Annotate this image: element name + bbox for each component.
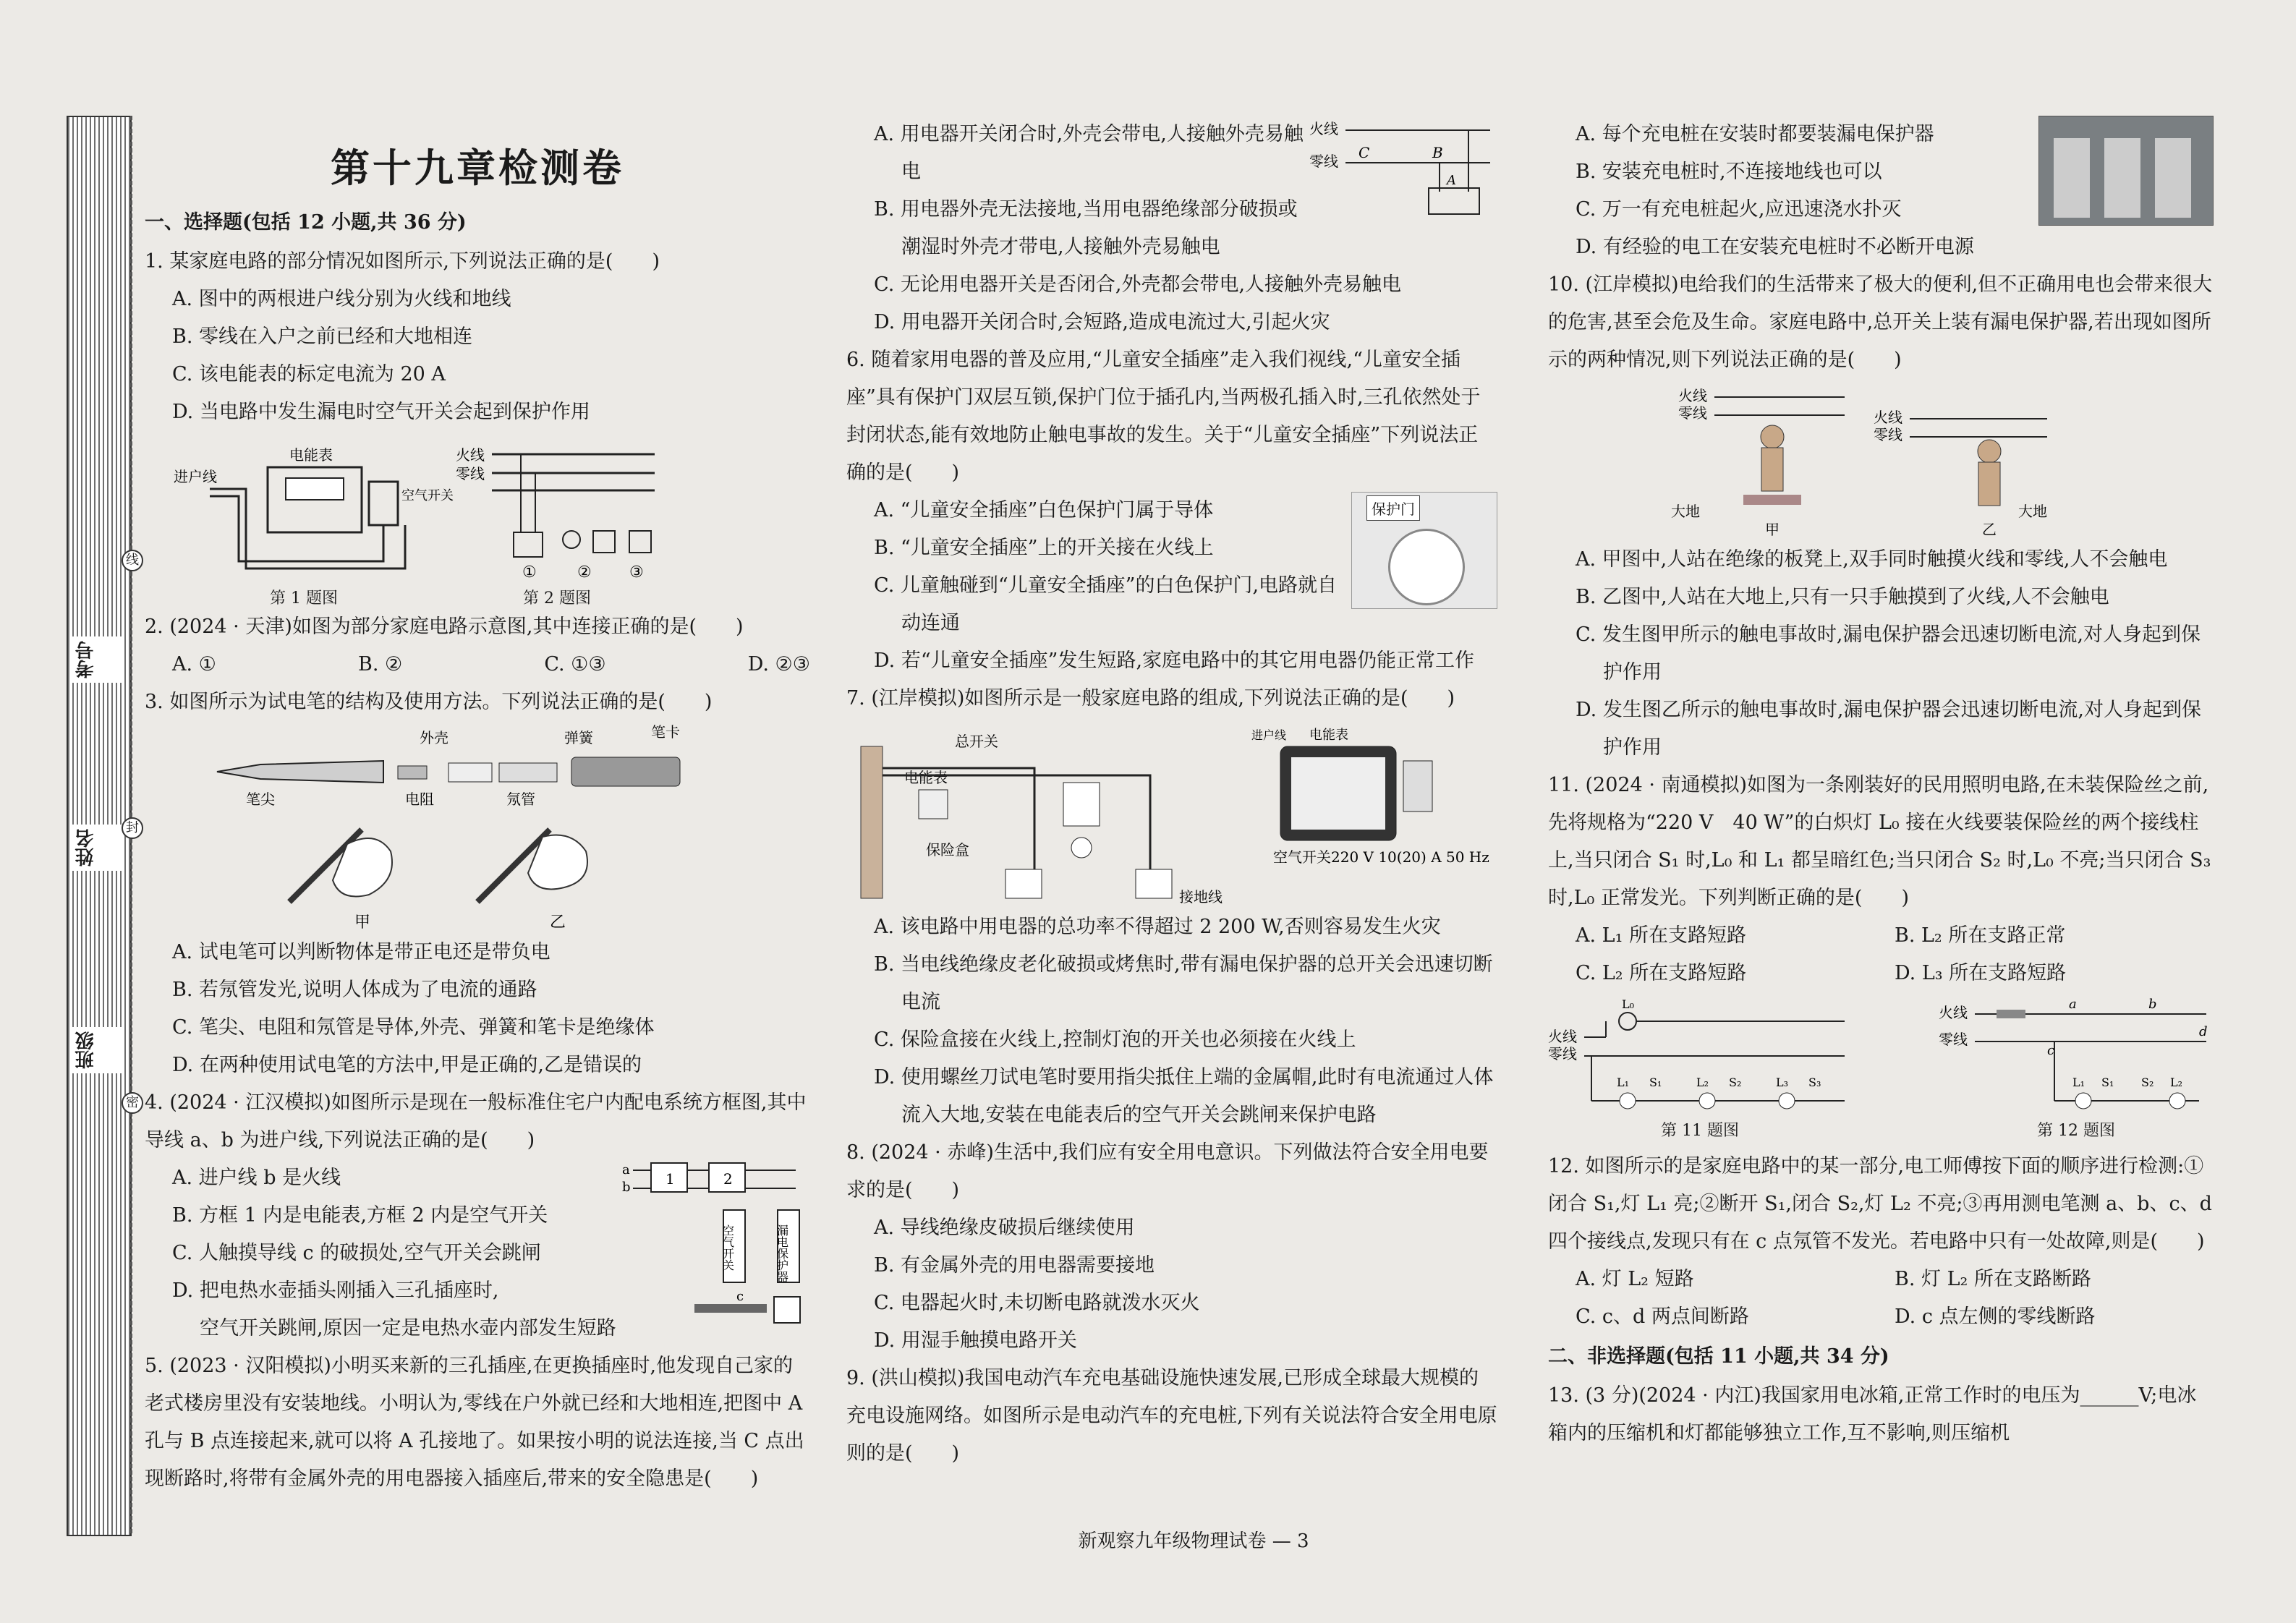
q11-L2: L₂ bbox=[1696, 1075, 1709, 1089]
q10-live-jia: 火线 bbox=[1678, 387, 1707, 404]
q12-d: d bbox=[2199, 1024, 2208, 1039]
fig2-neutral-label: 零线 bbox=[456, 465, 485, 482]
q2-stem: 2. (2024 · 天津)如图为部分家庭电路示意图,其中连接正确的是( ) bbox=[145, 615, 744, 638]
q9-option-b: B. 安装充电桩时,不连接地线也可以 bbox=[1576, 161, 1882, 183]
fig1-caption: 第 1 题图 bbox=[270, 589, 338, 608]
circuit-diagram-2 bbox=[456, 438, 658, 583]
q4-box2: 2 bbox=[723, 1170, 733, 1188]
q13-stem: 13. (3 分)(2024 · 内江)我国家用电冰箱,正常工作时的电压为______V;电冰箱内的压缩机和灯都能够独立工作,互不影响,则压缩机 bbox=[1548, 1384, 2197, 1444]
q11-live: 火线 bbox=[1548, 1028, 1577, 1045]
q11-neutral: 零线 bbox=[1548, 1045, 1577, 1062]
three-hole-socket-diagram bbox=[1309, 116, 1497, 217]
q4-option-d-cont: 空气开关跳闸,原因一定是电热水壶内部发生短路 bbox=[200, 1317, 616, 1339]
household-circuit-figure bbox=[846, 717, 1489, 906]
page-title: 第十九章检测卷 bbox=[331, 145, 624, 191]
q12-S1: S₁ bbox=[2101, 1075, 2114, 1089]
q5-option-a: A. 用电器开关闭合时,外壳会带电,人接触外壳易触电 bbox=[874, 123, 1304, 183]
meter-diagram bbox=[166, 438, 454, 583]
q10-ground-yi: 大地 bbox=[2018, 503, 2047, 520]
q12-stem: 12. 如图所示的是家庭电路中的某一部分,电工师傅按下面的顺序进行检测:①闭合 S₁,灯 L₁ 亮;②断开 S₁,闭合 S₂,灯 L₂ 不亮;③再用测电笔测 a、b、c、d 四个接线点,发现只有在 c 点氖管不发光。若电路中只有一处故障,则是( ) bbox=[1548, 1155, 2212, 1253]
q9-option-a: A. 每个充电桩在安装时都要装漏电保护器 bbox=[1576, 123, 1934, 145]
q10-neutral-yi: 零线 bbox=[1874, 426, 1902, 443]
q4-option-b: B. 方框 1 内是电能表,方框 2 内是空气开关 bbox=[172, 1204, 548, 1227]
q3-neon-label: 氖管 bbox=[506, 791, 535, 808]
q11-option-c: C. L₂ 所在支路短路 bbox=[1576, 962, 1747, 984]
q6-option-c: C. 儿童触碰到“儿童安全插座”的白色保护门,电路就自动连通 bbox=[874, 574, 1338, 634]
seal-mark-mi: 密 bbox=[122, 1092, 143, 1114]
q2-option-a: A. ① bbox=[172, 653, 216, 676]
q5-stem: 5. (2023 · 汉阳模拟)小明买来新的三孔插座,在更换插座时,他发现自己家的老式楼房里没有安装地线。小明认为,零线在户外就已经和大地相连,把图中 A 孔与 B 点连接起来,就可以将 A 孔接地了。如果按小明的说法连接,当 C 点出现断路时,将带有金属外壳的用电器接入插座后,带来的安全隐患是( ) bbox=[145, 1355, 804, 1490]
circuit-diagram-12 bbox=[1939, 997, 2214, 1115]
q10-jia: 甲 bbox=[1765, 521, 1780, 538]
q11-stem: 11. (2024 · 南通模拟)如图为一条刚装好的民用照明电路,在未装保险丝之前,先将规格为“220 V 40 W”的白炽灯 L₀ 接在火线要装保险丝的两个接线柱上,当只闭合 S₁ 时,L₀ 和 L₁ 都呈暗红色;当只闭合 S₂ 时,L₀ 不亮;当只闭合 S₃ 时,L₀ 正常发光。下列判断正确的是( ) bbox=[1548, 774, 2211, 909]
q7-stem: 7. (江岸模拟)如图所示是一般家庭电路的组成,下列说法正确的是( ) bbox=[846, 687, 1455, 710]
q5-B: B bbox=[1432, 144, 1443, 161]
q7-fuse-label: 保险盒 bbox=[926, 841, 969, 859]
fig2-live-label: 火线 bbox=[456, 446, 485, 464]
class-label: 班级 bbox=[72, 1027, 124, 1073]
q4-air: 空气开关 bbox=[720, 1224, 735, 1271]
q12-S2: S₂ bbox=[2141, 1075, 2154, 1089]
fig2-n3: ③ bbox=[629, 563, 644, 582]
column-1 bbox=[145, 108, 810, 1498]
q7-meter-label: 电能表 bbox=[904, 769, 948, 786]
q9-stem: 9. (洪山模拟)我国电动汽车充电基础设施快速发展,已形成全球最大规模的充电设施网络。如图所示是电动汽车的充电桩,下列有关说法符合安全用电原则的是( ) bbox=[846, 1367, 1497, 1465]
q3-tip-label: 笔尖 bbox=[246, 791, 275, 808]
fig2-n1: ① bbox=[522, 563, 537, 582]
q11-option-a: A. L₁ 所在支路短路 bbox=[1576, 924, 1746, 947]
q4-option-c: C. 人触摸导线 c 的破损处,空气开关会跳闸 bbox=[172, 1242, 541, 1264]
charging-pile-photo bbox=[2038, 116, 2214, 226]
q4-b: b bbox=[622, 1180, 631, 1195]
id-label: 考号 bbox=[72, 636, 124, 683]
electric-shock-figure bbox=[1657, 379, 2091, 538]
q9-option-c: C. 万一有充电桩起火,应迅速浇水扑灭 bbox=[1576, 198, 1902, 221]
distribution-diagram bbox=[622, 1159, 810, 1333]
q6-option-d: D. 若“儿童安全插座”发生短路,家庭电路中的其它用电器仍能正常工作 bbox=[874, 649, 1475, 672]
q5-A: A bbox=[1447, 173, 1456, 188]
fig1-meter-label: 电能表 bbox=[289, 446, 333, 464]
q11-S3: S₃ bbox=[1808, 1075, 1821, 1089]
q4-option-a: A. 进户线 b 是火线 bbox=[172, 1167, 341, 1189]
child-socket-photo bbox=[1351, 492, 1497, 609]
q7-main-label: 总开关 bbox=[955, 733, 998, 750]
fig2-caption: 第 2 题图 bbox=[523, 589, 591, 608]
q5-live: 火线 bbox=[1309, 120, 1338, 137]
q7-meter2-label: 电能表 bbox=[1309, 728, 1348, 743]
q11-L1: L₁ bbox=[1617, 1075, 1630, 1089]
q6-protect-door-label: 保护门 bbox=[1366, 495, 1420, 521]
q4-leak: 漏电保护器 bbox=[775, 1224, 789, 1282]
q12-neutral: 零线 bbox=[1939, 1031, 1968, 1048]
q3-clip-label: 笔卡 bbox=[651, 723, 680, 741]
q10-option-d: D. 发生图乙所示的触电事故时,漏电保护器会迅速切断电流,对人身起到保护作用 bbox=[1576, 699, 2202, 759]
fig2-n2: ② bbox=[577, 563, 592, 582]
q3-option-a: A. 试电笔可以判断物体是带正电还是带负电 bbox=[172, 941, 550, 963]
pen-shell bbox=[217, 761, 383, 783]
test-pen-figure bbox=[203, 721, 752, 931]
q1-option-b: B. 零线在入户之前已经和大地相连 bbox=[172, 325, 473, 348]
name-label: 姓名 bbox=[72, 825, 124, 871]
q3-option-c: C. 笔尖、电阻和氖管是导体,外壳、弹簧和笔卡是绝缘体 bbox=[172, 1016, 655, 1039]
q10-ground-jia: 大地 bbox=[1671, 503, 1700, 520]
q9-option-d: D. 有经验的电工在安装充电桩时不必断开电源 bbox=[1576, 236, 1974, 258]
fig1-inlet-label: 进户线 bbox=[174, 468, 217, 485]
q8-option-c: C. 电器起火时,未切断电路就泼水灭火 bbox=[874, 1292, 1200, 1314]
q3-shell-label: 外壳 bbox=[420, 729, 448, 746]
q11-option-b: B. L₂ 所在支路正常 bbox=[1895, 924, 2066, 947]
q12-option-a: A. 灯 L₂ 短路 bbox=[1576, 1268, 1694, 1290]
q10-live-yi: 火线 bbox=[1874, 409, 1902, 426]
q10-yi: 乙 bbox=[1982, 521, 1997, 538]
q6-option-b: B. “儿童安全插座”上的开关接在火线上 bbox=[874, 537, 1214, 559]
figure-1 bbox=[166, 438, 454, 608]
q11-S1: S₁ bbox=[1649, 1075, 1662, 1089]
q3-resistor-label: 电阻 bbox=[405, 791, 434, 808]
q3-option-d: D. 在两种使用试电笔的方法中,甲是正确的,乙是错误的 bbox=[172, 1054, 642, 1076]
q5-option-b: B. 用电器外壳无法接地,当用电器绝缘部分破损或潮湿时外壳才带电,人接触外壳易触电 bbox=[874, 198, 1298, 258]
q12-live: 火线 bbox=[1939, 1004, 1968, 1021]
q1-stem: 1. 某家庭电路的部分情况如图所示,下列说法正确的是( ) bbox=[145, 250, 660, 273]
q10-option-a: A. 甲图中,人站在绝缘的板凳上,双手同时触摸火线和零线,人不会触电 bbox=[1576, 548, 2168, 571]
q4-option-d: D. 把电热水壶插头刚插入三孔插座时, bbox=[172, 1279, 499, 1302]
q11-S2: S₂ bbox=[1729, 1075, 1742, 1089]
q12-L2: L₂ bbox=[2170, 1075, 2183, 1089]
q3-option-b: B. 若氖管发光,说明人体成为了电流的通路 bbox=[172, 979, 537, 1001]
column-2 bbox=[846, 116, 1497, 1473]
q3-stem: 3. 如图所示为试电笔的结构及使用方法。下列说法正确的是( ) bbox=[145, 691, 713, 713]
q10-option-c: C. 发生图甲所示的触电事故时,漏电保护器会迅速切断电流,对人身起到保护作用 bbox=[1576, 623, 2201, 683]
q1-option-d: D. 当电路中发生漏电时空气开关会起到保护作用 bbox=[172, 401, 590, 423]
q2-option-c: C. ①③ bbox=[544, 653, 606, 676]
q12-L1: L₁ bbox=[2072, 1075, 2085, 1089]
q6-stem: 6. 随着家用电器的普及应用,“儿童安全插座”走入我们视线,“儿童安全插座”具有保护门双层互锁,保护门位于插孔内,当两极孔插入时,三孔依然处于封闭状态,能有效地防止触电事故的发生。关于“儿童安全插座”下列说法正确的是( ) bbox=[846, 349, 1481, 484]
q5-option-d: D. 用电器开关闭合时,会短路,造成电流过大,引起火灾 bbox=[874, 311, 1330, 333]
fig12-caption: 第 12 题图 bbox=[2037, 1122, 2115, 1140]
q7-inlet-label: 进户线 bbox=[1251, 728, 1287, 742]
air-switch bbox=[369, 482, 398, 525]
q4-a: a bbox=[622, 1162, 630, 1177]
q12-c: c bbox=[2047, 1043, 2055, 1058]
q10-stem: 10. (江岸模拟)电给我们的生活带来了极大的便利,但不正确用电也会带来很大的危害,甚至会危及生命。家庭电路中,总开关上装有漏电保护器,若出现如图所示的两种情况,则下列说法正确的是( ) bbox=[1548, 273, 2213, 371]
q7-option-c: C. 保险盒接在火线上,控制灯泡的开关也必须接在火线上 bbox=[874, 1028, 1356, 1051]
q7-option-d: D. 使用螺丝刀试电笔时要用指尖抵住上端的金属帽,此时有电流通过人体流入大地,安装在电能表后的空气开关会跳闸来保护电路 bbox=[874, 1066, 1494, 1126]
q11-L0: L₀ bbox=[1622, 997, 1635, 1011]
q3-jia-label: 甲 bbox=[354, 913, 371, 932]
q10-neutral-jia: 零线 bbox=[1678, 404, 1707, 422]
q5-neutral: 零线 bbox=[1309, 153, 1338, 170]
column-3 bbox=[1548, 116, 2214, 1452]
q7-ground-label: 接地线 bbox=[1179, 888, 1223, 906]
q5-C: C bbox=[1359, 144, 1370, 161]
q3-spring-label: 弹簧 bbox=[564, 729, 593, 746]
q4-stem: 4. (2024 · 江汉模拟)如图所示是现在一般标准住宅户内配电系统方框图,其中导线 a、b 为进户线,下列说法正确的是( ) bbox=[145, 1091, 807, 1151]
q5-option-c: C. 无论用电器开关是否闭合,外壳都会带电,人接触外壳易触电 bbox=[874, 273, 1402, 296]
q3-yi-label: 乙 bbox=[550, 913, 566, 932]
q12-b: b bbox=[2148, 997, 2157, 1012]
page-footer: 新观察九年级物理试卷 — 3 bbox=[1078, 1530, 1309, 1552]
q4-c: c bbox=[736, 1289, 744, 1304]
q4-box1: 1 bbox=[666, 1170, 675, 1188]
q10-option-b: B. 乙图中,人站在大地上,只有一只手触摸到了火线,人不会触电 bbox=[1576, 586, 2109, 608]
figure-11 bbox=[1548, 997, 1852, 1141]
q8-option-d: D. 用湿手触摸电路开关 bbox=[874, 1329, 1077, 1352]
q7-option-a: A. 该电路中用电器的总功率不得超过 2 200 W,否则容易发生火灾 bbox=[874, 916, 1441, 938]
section-2-heading: 二、非选择题(包括 11 小题,共 34 分) bbox=[1548, 1345, 1889, 1368]
figure-2 bbox=[456, 438, 658, 608]
q8-option-b: B. 有金属外壳的用电器需要接地 bbox=[874, 1254, 1155, 1277]
q7-switch-label: 空气开关220 V 10(20) A 50 Hz bbox=[1273, 848, 1489, 866]
q12-a: a bbox=[2069, 997, 2077, 1012]
q1-option-c: C. 该电能表的标定电流为 20 A bbox=[172, 363, 446, 385]
q7-option-b: B. 当电线绝缘皮老化破损或烤焦时,带有漏电保护器的总开关会迅速切断电流 bbox=[874, 953, 1493, 1013]
q8-stem: 8. (2024 · 赤峰)生活中,我们应有安全用电意识。下列做法符合安全用电要求的是( ) bbox=[846, 1141, 1489, 1201]
q2-option-d: D. ②③ bbox=[747, 653, 810, 676]
q6-option-a: A. “儿童安全插座”白色保护门属于导体 bbox=[874, 499, 1214, 521]
q12-option-c: C. c、d 两点间断路 bbox=[1576, 1305, 1749, 1328]
circuit-diagram-11 bbox=[1548, 997, 1852, 1115]
q11-option-d: D. L₃ 所在支路短路 bbox=[1895, 962, 2067, 984]
q12-option-b: B. 灯 L₂ 所在支路断路 bbox=[1895, 1268, 2091, 1290]
q8-option-a: A. 导线绝缘皮破损后继续使用 bbox=[874, 1217, 1135, 1239]
fig1-switch-label: 空气开关 bbox=[401, 488, 454, 503]
q12-option-d: D. c 点左侧的零线断路 bbox=[1895, 1305, 2096, 1328]
figure-12 bbox=[1939, 997, 2214, 1141]
seal-mark-feng: 封 bbox=[122, 817, 143, 839]
q11-L3: L₃ bbox=[1776, 1075, 1789, 1089]
q2-option-b: B. ② bbox=[357, 653, 403, 676]
q1-option-a: A. 图中的两根进户线分别为火线和地线 bbox=[172, 288, 511, 310]
seal-mark-xian: 线 bbox=[122, 550, 143, 571]
section-1-heading: 一、选择题(包括 12 小题,共 36 分) bbox=[145, 211, 467, 234]
fig11-caption: 第 11 题图 bbox=[1661, 1122, 1739, 1140]
